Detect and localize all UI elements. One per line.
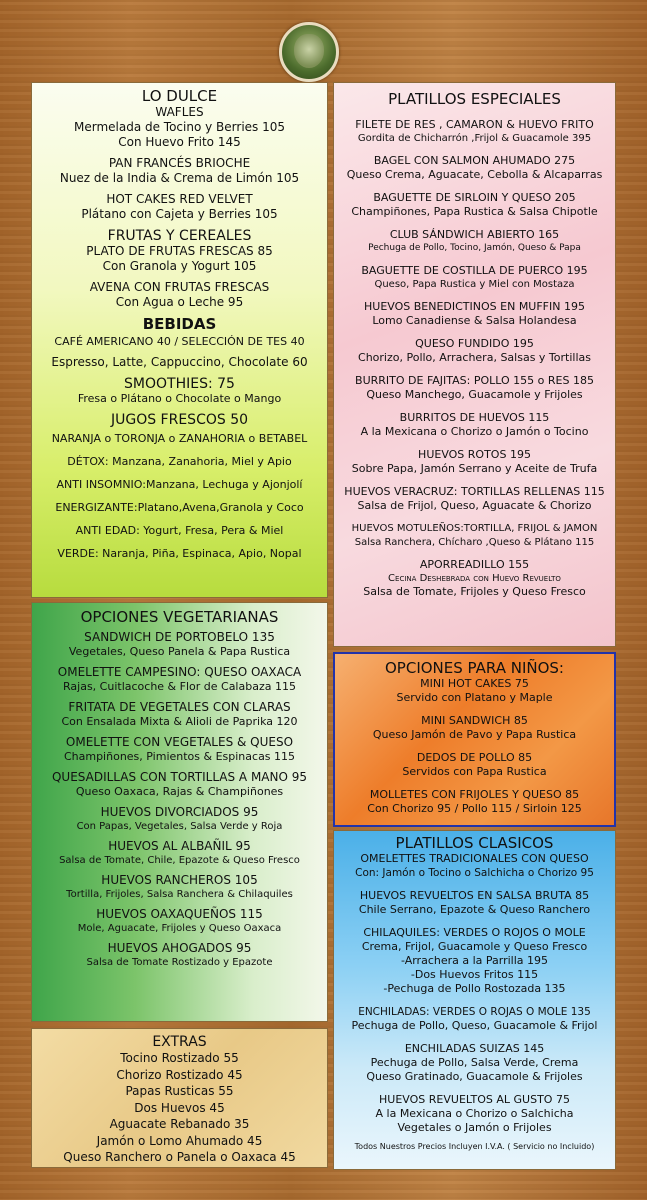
item-name: BAGEL CON SALMON AHUMADO 275 xyxy=(373,154,576,167)
panel-vegetarianas xyxy=(31,602,328,1022)
item-name: HOT CAKES RED VELVET xyxy=(106,192,253,206)
item-name: QUESO FUNDIDO 195 xyxy=(415,337,534,350)
item-name: HUEVOS AL ALBAÑIL 95 xyxy=(108,839,251,853)
extra-item: Aguacate Rebanado 35 xyxy=(109,1117,250,1131)
item-name: OMELETTES TRADICIONALES CON QUESO xyxy=(360,852,589,865)
item-desc: Sobre Papa, Jamón Serrano y Aceite de Trufa xyxy=(351,462,598,475)
item-name: DEDOS DE POLLO 85 xyxy=(416,751,533,764)
item-name: HUEVOS REVUELTOS EN SALSA BRUTA 85 xyxy=(359,889,590,902)
item-name: AVENA CON FRUTAS FRESCAS xyxy=(89,280,270,294)
item-desc: Con: Jamón o Tocino o Salchicha o Chorizo 95 xyxy=(355,867,594,879)
item-desc: Nuez de la India & Crema de Limón 105 xyxy=(59,171,300,185)
item-name: BURRITOS DE HUEVOS 115 xyxy=(399,411,550,424)
item-desc: Queso, Papa Rustica y Miel con Mostaza xyxy=(374,279,575,290)
item-desc: Mermelada de Tocino y Berries 105 xyxy=(73,120,286,134)
jugo-item: ANTI EDAD: Yogurt, Fresa, Pera & Miel xyxy=(75,524,284,537)
item-desc: Crema, Frijol, Guacamole y Queso Fresco xyxy=(361,940,588,953)
item-desc: Salsa de Frijol, Queso, Aguacate & Chorizo xyxy=(357,499,592,512)
item-desc: A la Mexicana o Chorizo o Jamón o Tocino xyxy=(360,425,589,438)
item-smoothies: Fresa o Plátano o Chocolate o Mango xyxy=(77,392,282,405)
item-name: OMELETTE CAMPESINO: QUESO OAXACA xyxy=(57,665,302,679)
jugo-item: ENERGIZANTE:Platano,Avena,Granola y Coco xyxy=(55,501,304,514)
section-title-frutas: FRUTAS Y CEREALES xyxy=(107,228,252,244)
section-title-vegetarianas: OPCIONES VEGETARIANAS xyxy=(80,608,279,626)
section-title-ninos: OPCIONES PARA NIÑOS: xyxy=(385,659,564,677)
item-option: -Pechuga de Pollo Rostozada 135 xyxy=(383,982,566,995)
item-name: MOLLETES CON FRIJOLES Y QUESO 85 xyxy=(369,788,580,801)
extra-item: Tocino Rostizado 55 xyxy=(120,1051,239,1065)
item-desc: Queso Gratinado, Guacamole & Frijoles xyxy=(366,1070,583,1083)
item-desc: Pechuga de Pollo, Queso, Guacamole & Frijol xyxy=(351,1019,598,1032)
item-desc: Con Papas, Vegetales, Salsa Verde y Roja xyxy=(76,821,283,832)
item-name: BAGUETTE DE SIRLOIN Y QUESO 205 xyxy=(373,191,576,204)
panel-lo-dulce xyxy=(31,82,328,598)
item-desc: Vegetales o Jamón o Frijoles xyxy=(397,1121,552,1134)
item-name: HUEVOS RANCHEROS 105 xyxy=(101,873,258,887)
item-name: SANDWICH DE PORTOBELO 135 xyxy=(84,630,275,644)
item-name: BAGUETTE DE COSTILLA DE PUERCO 195 xyxy=(361,264,588,277)
item-name: MINI SANDWICH 85 xyxy=(421,714,528,727)
item-desc: Chorizo, Pollo, Arrachera, Salsas y Tortillas xyxy=(358,351,591,364)
item-name: CLUB SÁNDWICH ABIERTO 165 xyxy=(389,228,560,241)
jugo-item: DÉTOX: Manzana, Zanahoria, Miel y Apio xyxy=(67,455,292,468)
item-desc: Queso Manchego, Guacamole y Frijoles xyxy=(366,388,583,401)
item-desc: Con Agua o Leche 95 xyxy=(115,295,244,309)
item-desc: Servido con Platano y Maple xyxy=(396,691,553,704)
item-desc: Servidos con Papa Rustica xyxy=(402,765,547,778)
item-desc: Vegetales, Queso Panela & Papa Rustica xyxy=(68,645,291,658)
item-name: MINI HOT CAKES 75 xyxy=(420,677,529,690)
item-desc: Con Ensalada Mixta & Alioli de Paprika 120 xyxy=(61,715,298,728)
item-desc: Mole, Aguacate, Frijoles y Queso Oaxaca xyxy=(77,923,282,934)
item-name: HUEVOS OAXAQUEÑOS 115 xyxy=(96,907,263,921)
item-name: HUEVOS REVUELTOS AL GUSTO 75 xyxy=(379,1093,570,1106)
item-desc: Tortilla, Frijoles, Salsa Ranchera & Chilaquiles xyxy=(66,889,293,900)
item-desc: Gordita de Chicharrón ,Frijol & Guacamole 395 xyxy=(357,133,592,144)
panel-clasicos xyxy=(333,830,616,1170)
section-title-lo-dulce: LO DULCE xyxy=(141,87,218,105)
item-name: FRITATA DE VEGETALES CON CLARAS xyxy=(68,700,291,714)
item-name: ENCHILADAS: VERDES O ROJAS O MOLE 135 xyxy=(358,1006,591,1018)
item-name: APORREADILLO 155 xyxy=(419,558,530,571)
section-title-extras: EXTRAS xyxy=(152,1034,207,1050)
item-desc: Con Chorizo 95 / Pollo 115 / Sirloin 125 xyxy=(367,802,582,815)
item-desc: Queso Jamón de Pavo y Papa Rustica xyxy=(372,728,577,741)
extra-item: Jamón o Lomo Ahumado 45 xyxy=(96,1133,263,1148)
extra-item: Queso Ranchero o Panela o Oaxaca 45 xyxy=(63,1150,296,1164)
item-name: FILETE DE RES , CAMARON & HUEVO FRITO xyxy=(355,118,594,131)
item-desc: Lomo Canadiense & Salsa Holandesa xyxy=(372,314,577,327)
item-name: HUEVOS MOTULEÑOS:TORTILLA, FRIJOL & JAMON xyxy=(351,523,598,534)
item-name: WAFLES xyxy=(155,105,204,119)
item-desc: Champiñones, Pimientos & Espinacas 115 xyxy=(63,750,296,763)
item-desc: Queso Oaxaca, Rajas & Champiñones xyxy=(75,785,284,798)
item-name: HUEVOS AHOGADOS 95 xyxy=(107,941,252,955)
panel-ninos xyxy=(333,652,616,827)
item-name: HUEVOS BENEDICTINOS EN MUFFIN 195 xyxy=(364,300,585,313)
item-desc: Chile Serrano, Epazote & Queso Ranchero xyxy=(358,903,591,916)
panel-especiales xyxy=(333,82,616,647)
extra-item: Chorizo Rostizado 45 xyxy=(116,1067,243,1082)
item-desc: Rajas, Cuitlacoche & Flor de Calabaza 115 xyxy=(63,680,296,693)
item-cafe: CAFÉ AMERICANO 40 / SELECCIÓN DE TES 40 xyxy=(54,335,305,348)
jugo-item: NARANJA o TORONJA o ZANAHORIA o BETABEL xyxy=(51,432,308,445)
item-desc: Salsa de Tomate, Frijoles y Queso Fresco xyxy=(363,585,586,598)
item-desc: Champiñones, Papa Rustica & Salsa Chipotle xyxy=(351,205,598,218)
item-name: QUESADILLAS CON TORTILLAS A MANO 95 xyxy=(51,770,308,784)
restaurant-logo xyxy=(279,22,339,82)
item-option: -Dos Huevos Fritos 115 xyxy=(410,968,539,981)
item-desc: Pechuga de Pollo, Salsa Verde, Crema xyxy=(370,1056,579,1069)
footer-note: Todos Nuestros Precios Incluyen I.V.A. ( Servicio no Incluido) xyxy=(354,1142,595,1151)
jugo-item: ANTI INSOMNIO:Manzana, Lechuga y Ajonjolí xyxy=(56,478,303,491)
item-desc: Cecina Deshebrada con Huevo Revuelto xyxy=(388,573,561,584)
item-desc: Salsa de Tomate, Chile, Epazote & Queso Fresco xyxy=(59,855,300,866)
panel-extras xyxy=(31,1028,328,1168)
item-espresso: Espresso, Latte, Cappuccino, Chocolate 60 xyxy=(51,355,308,369)
item-desc: Con Huevo Frito 145 xyxy=(118,135,241,149)
item-name: ENCHILADAS SUIZAS 145 xyxy=(404,1042,545,1055)
section-title-jugos: JUGOS FRESCOS 50 xyxy=(110,412,249,428)
item-name: BURRITO DE FAJITAS: POLLO 155 o RES 185 xyxy=(355,374,594,387)
jugo-item: VERDE: Naranja, Piña, Espinaca, Apio, Nopal xyxy=(57,547,302,560)
item-name: HUEVOS ROTOS 195 xyxy=(418,448,531,461)
item-desc: Pechuga de Pollo, Tocino, Jamón, Queso & Papa xyxy=(368,243,581,253)
item-name: CHILAQUILES: VERDES O ROJOS O MOLE xyxy=(363,926,586,939)
item-name: HUEVOS VERACRUZ: TORTILLAS RELLENAS 115 xyxy=(344,485,605,498)
section-title-smoothies: SMOOTHIES: 75 xyxy=(124,376,235,392)
item-desc: A la Mexicana o Chorizo o Salchicha xyxy=(375,1107,574,1120)
extra-item: Dos Huevos 45 xyxy=(134,1100,225,1115)
item-desc: Plátano con Cajeta y Berries 105 xyxy=(81,207,278,221)
item-option: -Arrachera a la Parrilla 195 xyxy=(400,954,549,967)
item-desc: Salsa Ranchera, Chícharo ,Queso & Plátano 115 xyxy=(354,537,595,548)
section-title-bebidas: BEBIDAS xyxy=(142,315,217,333)
item-name: PLATO DE FRUTAS FRESCAS 85 xyxy=(86,244,273,258)
face-emblem-icon xyxy=(294,34,324,68)
section-title-especiales: PLATILLOS ESPECIALES xyxy=(388,90,561,108)
item-name: HUEVOS DIVORCIADOS 95 xyxy=(100,805,259,819)
extra-item: Papas Rusticas 55 xyxy=(125,1084,234,1098)
item-name: OMELETTE CON VEGETALES & QUESO xyxy=(65,735,294,749)
item-name: PAN FRANCÉS BRIOCHE xyxy=(108,156,251,170)
item-desc: Queso Crema, Aguacate, Cebolla & Alcaparras xyxy=(346,168,603,181)
section-title-clasicos: PLATILLOS CLASICOS xyxy=(395,834,554,852)
item-desc: Salsa de Tomate Rostizado y Epazote xyxy=(86,957,273,968)
item-desc: Con Granola y Yogurt 105 xyxy=(102,259,257,273)
